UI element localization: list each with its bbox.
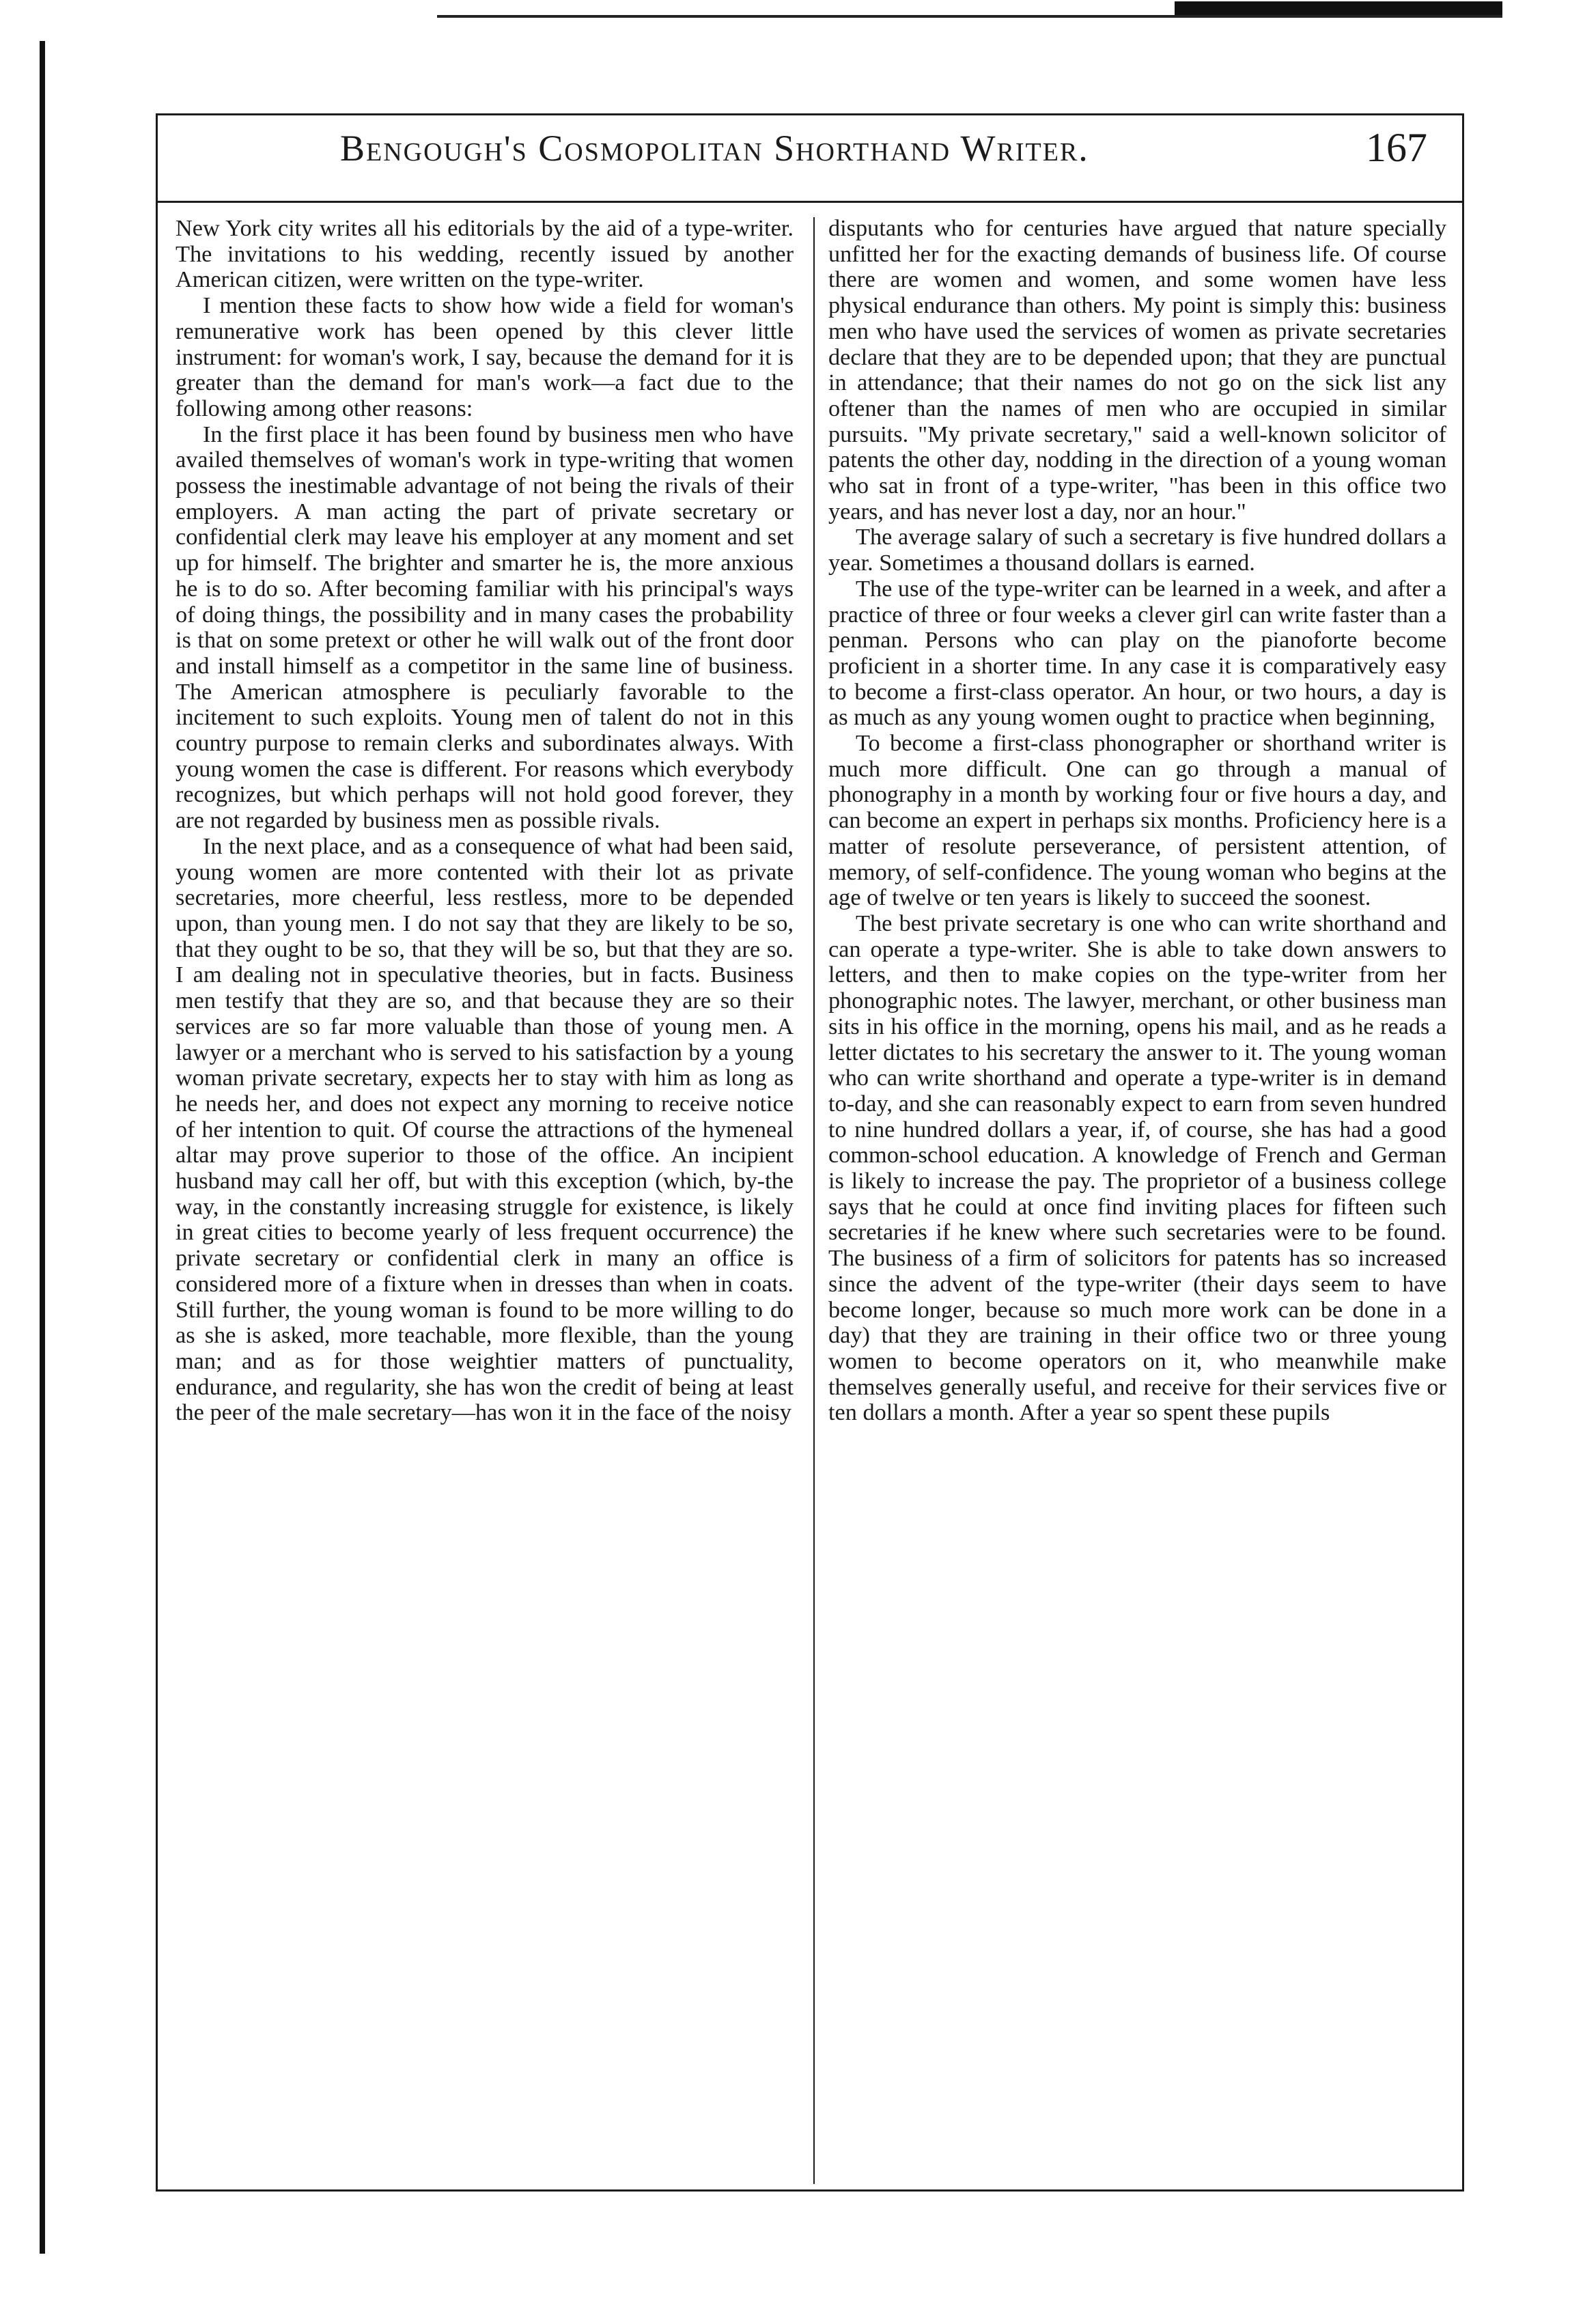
- binding-edge: [40, 41, 45, 2254]
- paragraph: New York city writes all his editorials by the aid of a type-writer. The invitations to his wedding, recently issued by another American citizen, were written on the type-writer.: [176, 215, 794, 293]
- left-column: [176, 216, 794, 1426]
- paragraph: The best private secretary is one who can write shorthand and can operate a type-writer. She is able to take down answers to letters, and then to make copies on the type-writer from her phonographic notes. The lawyer, merchant, or other business man sits in his office in the morning, opens his mail, and as he reads a letter dictates to his secretary the answer to it. The young woman who can write shorthand and operate a type-writer is in demand to-day, and she can reasonably expect to earn from seven hundred to nine hundred dollars a year, if, of course, she has had a good common-school education. A knowledge of French and German is likely to increase the pay. The proprietor of a business college says that he could at once find inviting places for fifteen such secretaries if he knew where such secretaries were to be found. The business of a firm of solicitors for patents has so increased since the advent of the type-writer (their days seem to have become longer, because so much more work can be done in a day) that they are training in their office two or three young women to become operators on it, who meanwhile make themselves generally useful, and receive for their services five or ten dollars a month. After a year so spent these pupils: [828, 910, 1446, 1426]
- bottom-rule: [156, 2189, 1464, 2192]
- running-title: Bengough's Cosmopolitan Shorthand Writer.: [340, 128, 1089, 169]
- paragraph: To become a first-class phonographer or shorthand writer is much more difficult. One can go through a manual of phonography in a month by working four or five hours a day, and can become an expert in perhaps six months. Proficiency here is a matter of resolute perseverance, of persistent attention, of memory, of self-confidence. The young woman who begins at the age of twelve or ten years is likely to succeed the soonest.: [828, 730, 1446, 911]
- paragraph: The average salary of such a secretary is five hundred dollars a year. Sometimes a thousand dollars is earned.: [828, 524, 1446, 576]
- paragraph: The use of the type-writer can be learned in a week, and after a practice of three or four weeks a clever girl can write faster than a penman. Persons who can play on the pianoforte become proficient in a shorter time. In any case it is comparatively easy to become a first-class operator. An hour, or two hours, a day is as much as any young women ought to practice when beginning,: [828, 575, 1446, 731]
- right-column: [828, 216, 1446, 1426]
- paragraph: In the first place it has been found by business men who have availed themselves of woman's work in type-writing that women possess the inestimable advantage of not being the rivals of their employers. A man acting the part of private secretary or confidential clerk may leave his employer at any moment and set up for himself. The brighter and smarter he is, the more anxious he is to do so. After becoming familiar with his principal's ways of doing things, the possibility and in many cases the probability is that on some pretext or other he will walk out of the front door and install himself as a competitor in the same line of business. The American atmosphere is peculiarly favorable to the incitement to such exploits. Young men of talent do not in this country purpose to remain clerks and subordinates always. With young women the case is different. For reasons which everybody recognizes, but which perhaps will not hold good forever, they are not regarded by business men as possible rivals.: [176, 421, 794, 834]
- scan-top-rule: [437, 15, 1502, 18]
- running-header: [156, 127, 1460, 188]
- paragraph: I mention these facts to show how wide a field for woman's remunerative work has been opened by this clever little instrument: for woman's work, I say, because the demand for it is greater than the demand for man's work—a fact due to the following among other reasons:: [176, 292, 794, 421]
- paragraph: In the next place, and as a consequence of what had been said, young women are more contented with their lot as private secretaries, more cheerful, less restless, more to be depended upon, than young men. I do not say that they are likely to be so, that they ought to be so, that they will be so, but that they are so. I am dealing not in speculative theories, but in facts. Business men testify that they are so, and that because they are so their services are so far more valuable than those of young men. A lawyer or a merchant who is served to his satisfaction by a young woman private secretary, expects her to stay with him as long as he needs her, and does not expect any morning to receive notice of her intention to quit. Of course the attractions of the hymeneal altar may prove superior to those of the office. An incipient husband may call her off, but with this exception (which, by-the way, in the constantly increasing struggle for existence, is likely in great cities to become yearly of less frequent occurrence) the private secretary or confidential clerk in many an office is considered more of a fixture when in dresses than when in coats. Still further, the young woman is found to be more willing to do as she is asked, more teachable, more flexible, than the young man; and as for those weightier matters of punctuality, endurance, and regularity, she has won the credit of being at least the peer of the male secretary—has won it in the face of the noisy: [176, 832, 794, 1426]
- header-rule: [156, 201, 1464, 203]
- paragraph: disputants who for centuries have argued that nature specially unfitted her for the exacting demands of business life. Of course there are women and women, and some women have less physical endurance than others. My point is simply this: business men who have used the services of women as private secretaries declare that they are to be depended upon; that they are punctual in attendance; that their names do not go on the sick list any oftener than the names of men who are occupied in similar pursuits. "My private secretary," said a well-known solicitor of patents the other day, nodding in the direction of a young woman who sat in front of a type-writer, "has been in this office two years, and has never lost a day, nor an hour.": [828, 215, 1446, 524]
- page-number: 167: [1366, 125, 1427, 170]
- column-divider: [813, 217, 815, 2184]
